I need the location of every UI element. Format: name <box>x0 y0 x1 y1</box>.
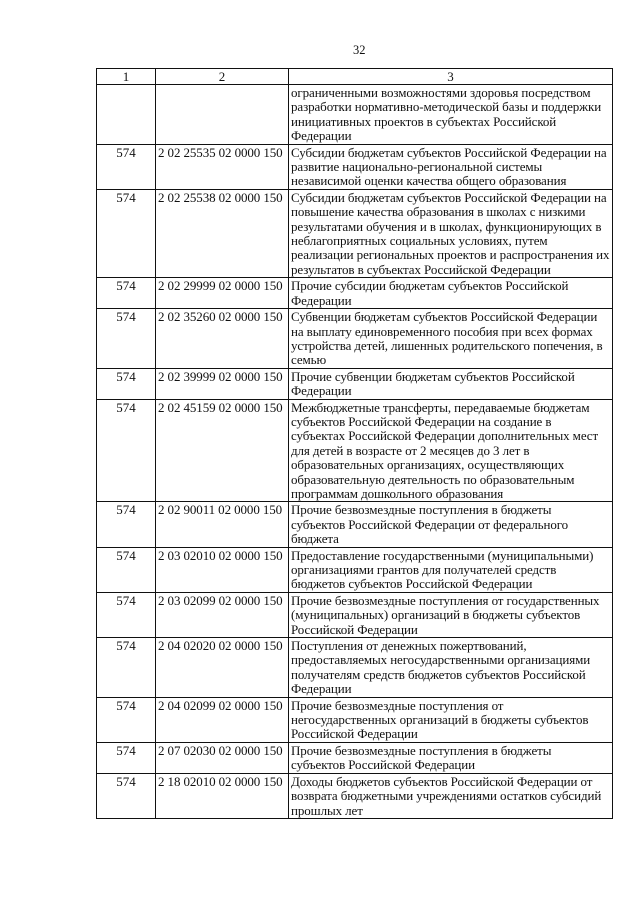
income-name-cell <box>289 742 613 773</box>
income-name-line: Федерации <box>291 292 352 308</box>
admin-code-cell: 574 <box>97 638 156 698</box>
income-name-line: Федерации <box>291 128 352 144</box>
kbk-code-cell: 2 02 25535 02 0000 150 <box>156 144 289 189</box>
income-name-line: программам дошкольного образования <box>291 485 504 501</box>
income-classification-table <box>96 68 613 819</box>
admin-code-cell: 574 <box>97 368 156 399</box>
income-name-line: образовательную деятельность по образовательным <box>291 471 575 487</box>
income-name-cell <box>289 85 613 145</box>
table-row <box>97 189 613 277</box>
income-name-cell <box>289 638 613 698</box>
income-name-cell <box>289 399 613 502</box>
kbk-code-cell: 2 04 02020 02 0000 150 <box>156 638 289 698</box>
income-name-line: образовательных организациях, осуществляющих <box>291 457 565 473</box>
table-row <box>97 773 613 818</box>
kbk-code-cell: 2 02 45159 02 0000 150 <box>156 399 289 502</box>
table-row <box>97 697 613 742</box>
income-name-line: Прочие субвенции бюджетам субъектов Российской <box>291 368 575 384</box>
admin-code-cell: 574 <box>97 592 156 637</box>
table-row <box>97 638 613 698</box>
income-name-line: субъектов Российской Федерации от федерального <box>291 516 569 532</box>
income-name-line: реализации региональных проектов и распространения их <box>291 247 610 263</box>
income-name-line: неблагоприятных социальных условиях, путем <box>291 233 548 249</box>
kbk-code-cell: 2 03 02099 02 0000 150 <box>156 592 289 637</box>
admin-code-cell <box>97 85 156 145</box>
income-name-line: для детей в возрасте от 2 месяцев до 3 лет в <box>291 442 530 458</box>
income-name-line: Предоставление государственными (муниципальными) <box>291 547 594 563</box>
income-name-line: Прочие безвозмездные поступления в бюджеты <box>291 742 552 758</box>
income-name-line: субъектов Российской Федерации на создание в <box>291 413 552 429</box>
admin-code-cell: 574 <box>97 547 156 592</box>
income-name-line: Прочие безвозмездные поступления в бюджеты <box>291 502 552 518</box>
income-name-line: бюджета <box>291 531 339 547</box>
income-name-line: бюджетов субъектов Российской Федерации <box>291 576 533 592</box>
income-name-cell <box>289 592 613 637</box>
income-name-line: Федерации <box>291 383 352 399</box>
table-row <box>97 85 613 145</box>
kbk-code-cell: 2 07 02030 02 0000 150 <box>156 742 289 773</box>
header-row <box>97 69 613 85</box>
income-name-cell <box>289 278 613 309</box>
kbk-code-cell: 2 02 29999 02 0000 150 <box>156 278 289 309</box>
income-name-line: Субсидии бюджетам субъектов Российской Федерации на <box>291 189 607 205</box>
income-name-cell <box>289 189 613 277</box>
kbk-code-cell: 2 18 02010 02 0000 150 <box>156 773 289 818</box>
income-name-line: на выплату единовременного пособия при всех формах <box>291 323 593 339</box>
income-name-line: Субсидии бюджетам субъектов Российской Федерации на <box>291 144 607 160</box>
table-row <box>97 368 613 399</box>
table-row <box>97 547 613 592</box>
table-row <box>97 309 613 369</box>
admin-code-cell: 574 <box>97 399 156 502</box>
table-body <box>97 85 613 819</box>
income-name-line: прошлых лет <box>291 802 363 818</box>
table-row <box>97 742 613 773</box>
kbk-code-cell: 2 02 35260 02 0000 150 <box>156 309 289 369</box>
page-number: 32 <box>353 43 366 57</box>
table-row <box>97 399 613 502</box>
column-header-1: 1 <box>97 69 156 85</box>
income-name-line: повышение качества образования в школах с низкими <box>291 204 586 220</box>
admin-code-cell: 574 <box>97 773 156 818</box>
kbk-code-cell: 2 04 02099 02 0000 150 <box>156 697 289 742</box>
income-name-line: устройства детей, лишенных родительского попечения, в <box>291 337 603 353</box>
income-name-line: Российской Федерации <box>291 726 418 742</box>
income-name-line: Межбюджетные трансферты, передаваемые бюджетам <box>291 399 590 415</box>
income-name-line: Доходы бюджетов субъектов Российской Федерации от <box>291 773 593 789</box>
income-name-line: организациями грантов для получателей средств <box>291 562 557 577</box>
income-name-line: Прочие субсидии бюджетам субъектов Российской <box>291 278 569 294</box>
admin-code-cell: 574 <box>97 502 156 547</box>
income-name-line: развитие национально-региональной системы <box>291 159 543 175</box>
income-name-line: инициативных проектов в субъектах Российской <box>291 113 557 129</box>
income-name-cell <box>289 547 613 592</box>
admin-code-cell: 574 <box>97 742 156 773</box>
income-name-line: получателям средств бюджетов субъектов Российской <box>291 666 586 682</box>
income-name-line: независимой оценки качества общего образования <box>291 173 567 189</box>
income-name-cell <box>289 309 613 369</box>
admin-code-cell: 574 <box>97 697 156 742</box>
income-name-cell <box>289 773 613 818</box>
income-name-line: Поступления от денежных пожертвований, <box>291 638 527 654</box>
income-name-line: Субвенции бюджетам субъектов Российской Федерации <box>291 309 598 325</box>
income-name-line: разработки нормативно-методической базы и поддержки <box>291 99 602 115</box>
income-name-line: семью <box>291 352 327 368</box>
table-row <box>97 144 613 189</box>
income-name-line: предоставляемых негосударственными организациями <box>291 652 591 668</box>
income-name-line: результатами обучения и в школах, функционирующих в <box>291 218 602 234</box>
income-name-cell <box>289 368 613 399</box>
income-name-cell <box>289 697 613 742</box>
income-name-cell <box>289 144 613 189</box>
income-name-line: негосударственных организаций в бюджеты субъектов <box>291 712 589 728</box>
table-header <box>97 69 613 85</box>
table-row <box>97 592 613 637</box>
income-name-line: (муниципальных) организаций в бюджеты субъектов <box>291 607 581 623</box>
admin-code-cell: 574 <box>97 309 156 369</box>
income-name-line: Прочие безвозмездные поступления от государственных <box>291 592 600 608</box>
admin-code-cell: 574 <box>97 278 156 309</box>
kbk-code-cell <box>156 85 289 145</box>
kbk-code-cell: 2 03 02010 02 0000 150 <box>156 547 289 592</box>
income-name-line: Федерации <box>291 681 352 697</box>
kbk-code-cell: 2 02 39999 02 0000 150 <box>156 368 289 399</box>
column-header-3: 3 <box>289 69 613 85</box>
table-row <box>97 502 613 547</box>
income-name-line: Прочие безвозмездные поступления от <box>291 697 504 713</box>
income-name-line: субъектов Российской Федерации <box>291 757 475 773</box>
kbk-code-cell: 2 02 25538 02 0000 150 <box>156 189 289 277</box>
income-name-line: субъектах Российской Федерации дополнительных мест <box>291 428 599 444</box>
income-name-line: Российской Федерации <box>291 621 418 637</box>
kbk-code-cell: 2 02 90011 02 0000 150 <box>156 502 289 547</box>
income-name-line: результатов в субъектах Российской Федерации <box>291 261 551 277</box>
table-row <box>97 278 613 309</box>
admin-code-cell: 574 <box>97 144 156 189</box>
income-name-cell <box>289 502 613 547</box>
column-header-2: 2 <box>156 69 289 85</box>
admin-code-cell: 574 <box>97 189 156 277</box>
income-name-line: возврата бюджетными учреждениями остатков субсидий <box>291 788 602 804</box>
income-name-line: ограниченными возможностями здоровья посредством <box>291 85 591 100</box>
